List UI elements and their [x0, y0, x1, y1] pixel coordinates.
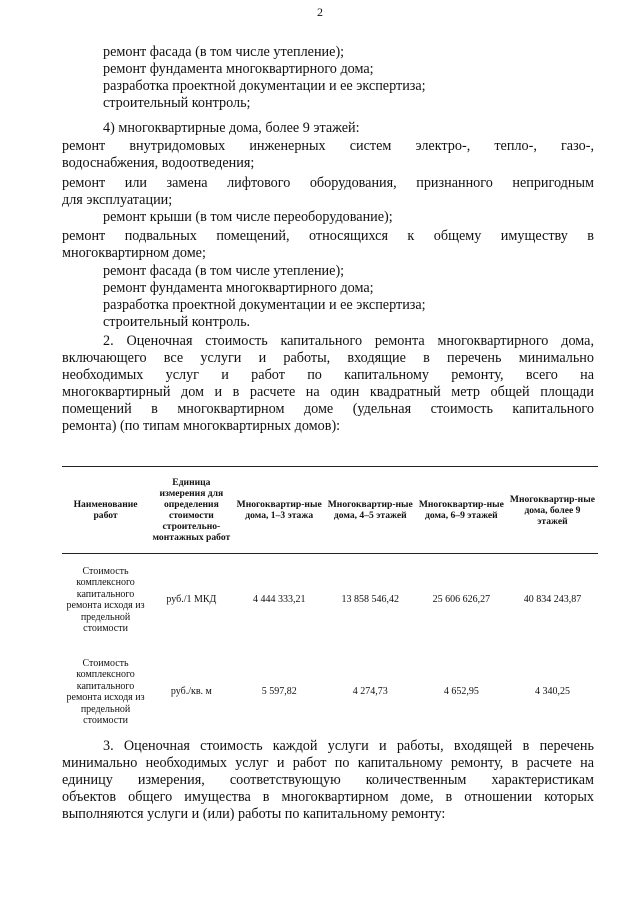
row-unit: руб./1 МКД [166, 594, 217, 606]
row-name: Стоимость комплексного капитального ремонта исходя из предельной стоимости [66, 657, 145, 726]
para3-line4: объектов общего имущества в многоквартирном доме, в отношении которых [62, 789, 594, 805]
table-row [62, 554, 598, 647]
item-basement-line1: ремонт подвальных помещений, относящихся к общему имуществу в [62, 228, 594, 244]
row-value-over-9: 40 834 243,87 [523, 594, 582, 606]
cost-table [62, 466, 598, 738]
list-item-design-docs: разработка проектной документации и ее экспертиза; [103, 78, 426, 94]
list-item-foundation-2: ремонт фундамента многоквартирного дома; [103, 280, 374, 296]
list-item-construction-control: строительный контроль; [103, 95, 251, 111]
header-6-9-floors: Многоквартир-ные дома, 6–9 этажей [416, 467, 507, 554]
item-roof: ремонт крыши (в том числе переоборудование); [103, 209, 393, 225]
header-over-9-floors: Многоквартир-ные дома, более 9 этажей [507, 467, 598, 554]
para2-line3: необходимых услуг и работ по капитальному ремонту, всего на [62, 367, 594, 383]
header-4-5-floors: Многоквартир-ные дома, 4–5 этажей [325, 467, 416, 554]
item-engineering-line1: ремонт внутридомовых инженерных систем электро-, тепло-, газо-, [62, 138, 594, 154]
para3-line1: 3. Оценочная стоимость каждой услуги и работы, входящей в перечень [103, 738, 594, 754]
row-name: Стоимость комплексного капитального ремонта исходя из предельной стоимости [66, 565, 145, 634]
row-value-over-9: 4 340,25 [534, 686, 570, 698]
row-value-1-3: 5 597,82 [261, 686, 297, 698]
para2-line1: 2. Оценочная стоимость капитального ремонта многоквартирного дома, [103, 333, 594, 349]
para2-line4: многоквартирный дом и в расчете на один квадратный метр общей площади [62, 384, 594, 400]
row-value-6-9: 25 606 626,27 [432, 594, 491, 606]
row-value-6-9: 4 652,95 [443, 686, 479, 698]
para3-line3: единицу измерения, соответствующую количественным характеристикам [62, 772, 594, 788]
item-engineering-line2: водоснабжения, водоотведения; [62, 155, 255, 171]
row-value-4-5: 4 274,73 [352, 686, 388, 698]
item-lift-line2: для эксплуатации; [62, 192, 173, 208]
para2-line2: включающего все услуги и работы, входящие в перечень минимально [62, 350, 594, 366]
list-item-construction-control-2: строительный контроль. [103, 314, 251, 330]
para3-line2: минимально необходимых услуг и работ по капитальному ремонту, в расчете на [62, 755, 594, 771]
para2-line6: ремонта) (по типам многоквартирных домов): [62, 418, 341, 434]
item-lift-line1: ремонт или замена лифтового оборудования, признанного непригодным [62, 175, 594, 191]
row-unit: руб./кв. м [170, 686, 212, 698]
heading-over-9-floors: 4) многоквартирные дома, более 9 этажей: [103, 120, 360, 136]
list-item-design-docs-2: разработка проектной документации и ее экспертиза; [103, 297, 426, 313]
list-item-facade: ремонт фасада (в том числе утепление); [103, 44, 345, 60]
para3-line5: выполняются услуги и (или) работы по капитальному ремонту: [62, 806, 446, 822]
row-value-1-3: 4 444 333,21 [252, 594, 306, 606]
list-item-foundation: ремонт фундамента многоквартирного дома; [103, 61, 374, 77]
header-1-3-floors: Многоквартир-ные дома, 1–3 этажа [234, 467, 325, 554]
table-header-row [62, 467, 598, 554]
table-row [62, 646, 598, 738]
list-item-facade-2: ремонт фасада (в том числе утепление); [103, 263, 345, 279]
header-unit: Единица измерения для определения стоимости строительно-монтажных работ [149, 467, 234, 554]
page-number: 2 [317, 5, 323, 19]
row-value-4-5: 13 858 546,42 [341, 594, 400, 606]
header-work-name: Наименование работ [62, 467, 149, 554]
item-basement-line2: многоквартирном доме; [62, 245, 206, 261]
para2-line5: помещений в многоквартирном доме (удельная стоимость капитального [62, 401, 594, 417]
